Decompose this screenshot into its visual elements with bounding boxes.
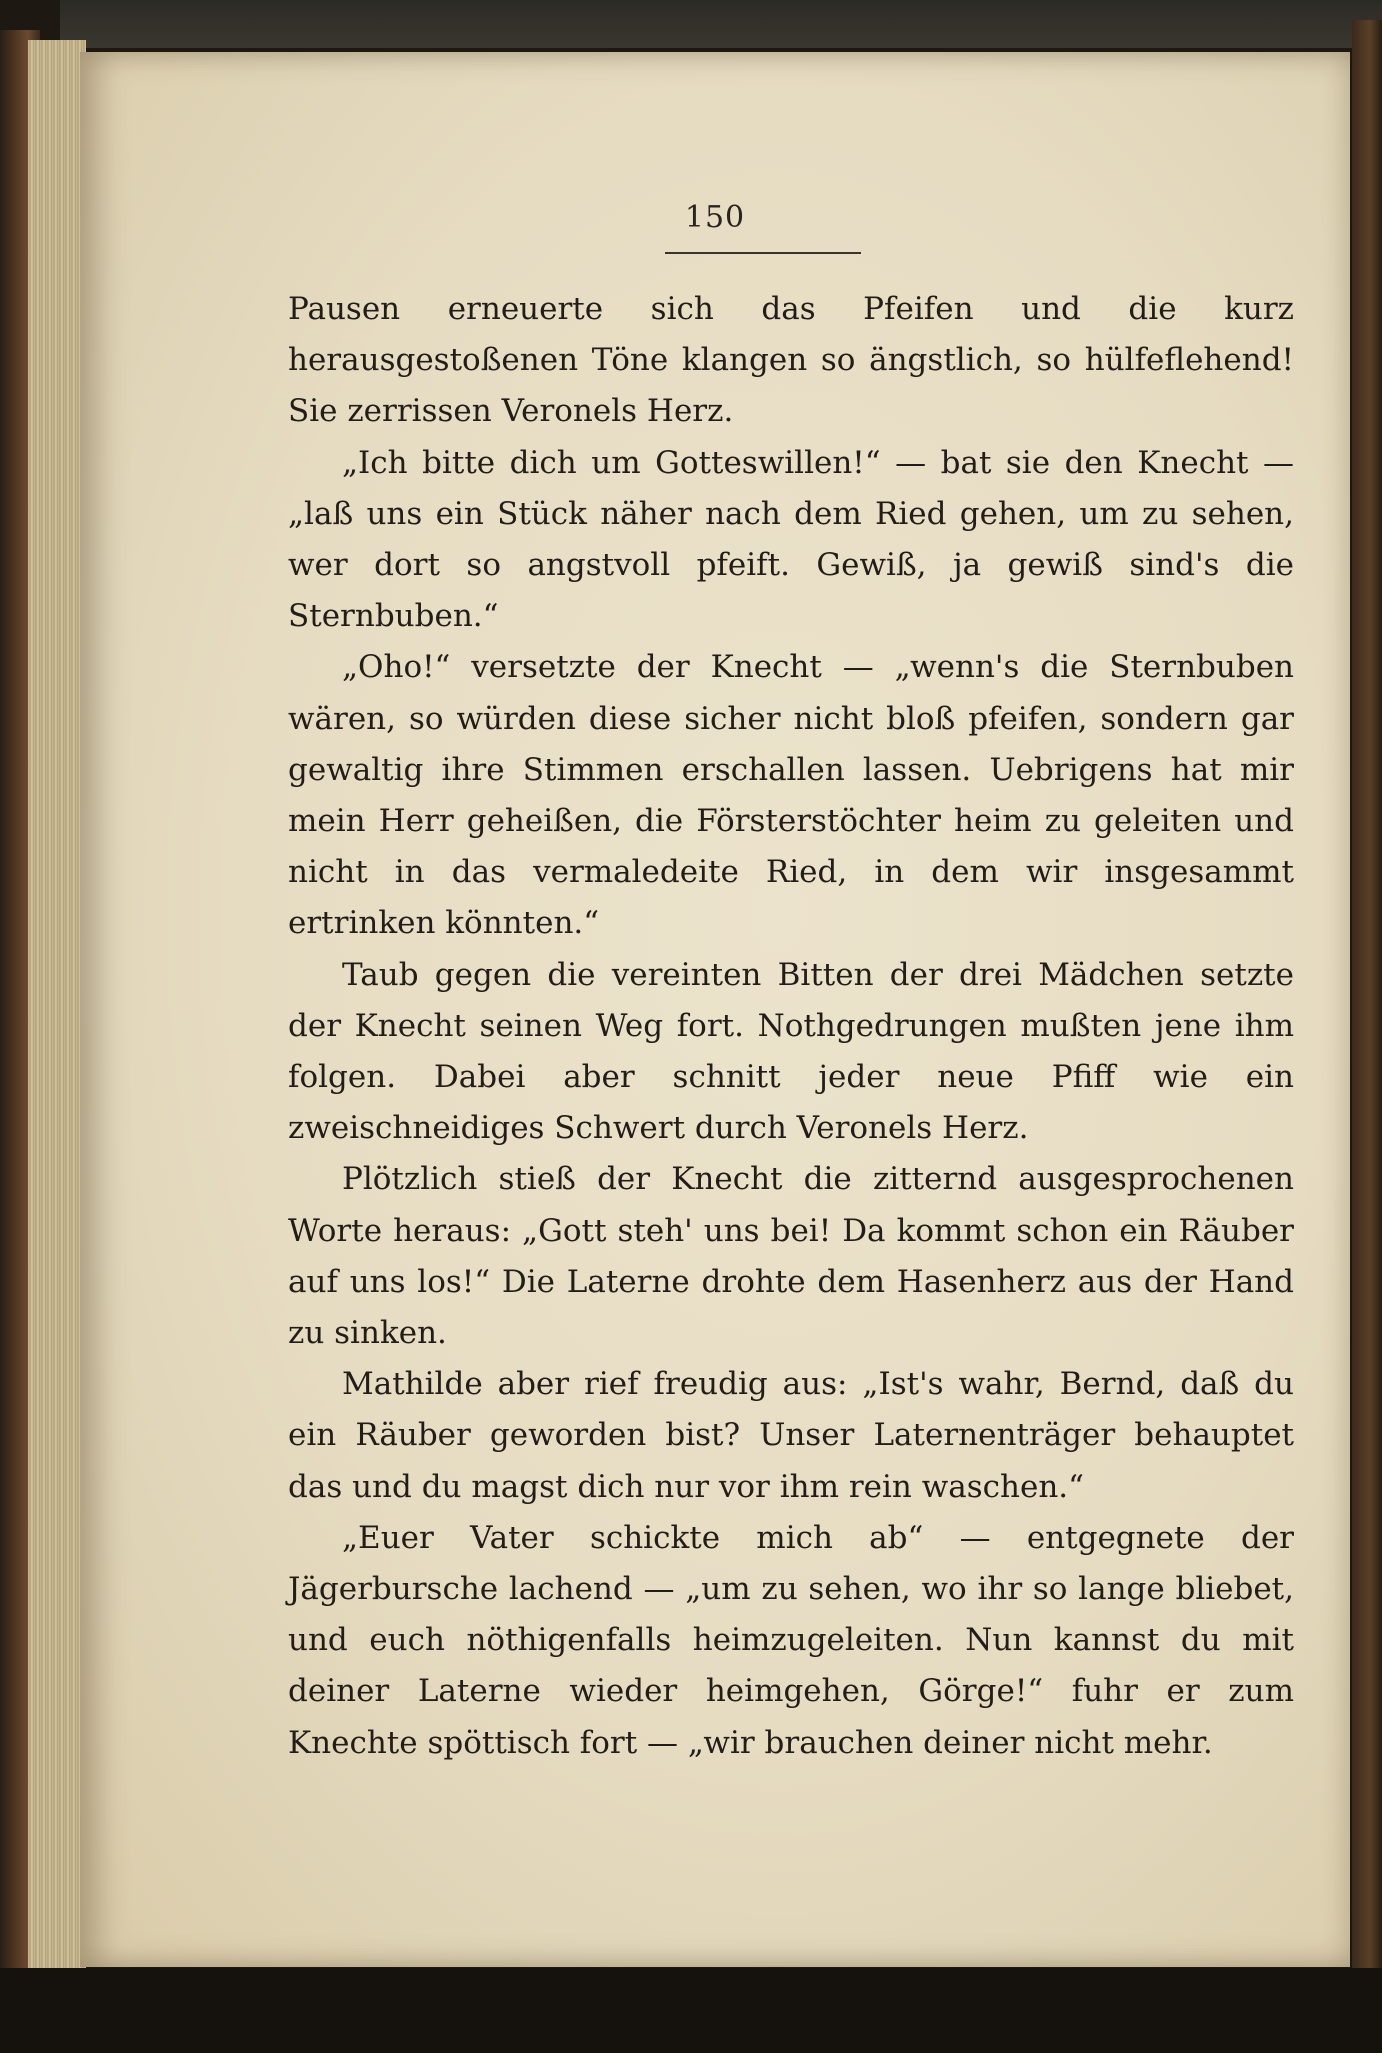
paragraph-5: Plötzlich stieß der Knecht die zitternd ausgesprochenen Worte heraus: „Gott steh' uns bei! Da kommt schon ein Räuber auf uns los!“ Die Laterne drohte dem Hasenherz aus der Hand zu sinken. <box>288 1161 1294 1352</box>
page-text-block <box>288 284 1294 1769</box>
book-page <box>80 52 1350 1967</box>
page-number-rule <box>665 252 861 254</box>
book-cover-top <box>60 0 1382 48</box>
scan-bottom-background <box>0 1968 1382 2053</box>
page-number: 150 <box>684 200 746 235</box>
paragraph-7: „Euer Vater schickte mich ab“ — entgegnete der Jägerbursche lachend — „um zu sehen, wo ihr so lange bliebet, und euch nöthigenfalls heimzugeleiten. Nun kannst du mit deiner Laterne wieder heimgehen, Görge!“ fuhr er zum Knechte spöttisch fort — „wir brauchen deiner nicht mehr. <box>288 1519 1294 1761</box>
book-cover-right <box>1352 20 1382 1980</box>
paragraph-3: „Oho!“ versetzte der Knecht — „wenn's die Sternbuben wären, so würden diese sicher nicht bloß pfeifen, sondern gar gewaltig ihre Stimmen erschallen lassen. Uebrigens hat mir mein Herr geheißen, die Försterstöchter heim zu geleiten und nicht in das vermaledeite Ried, in dem wir insgesammt ertrinken könnten.“ <box>288 649 1294 942</box>
paragraph-6: Mathilde aber rief freudig aus: „Ist's wahr, Bernd, daß du ein Räuber geworden bist? Unser Laternenträger behauptet das und du magst dich nur vor ihm rein waschen.“ <box>288 1366 1294 1505</box>
paragraph-2: „Ich bitte dich um Gotteswillen!“ — bat sie den Knecht — „laß uns ein Stück näher nach dem Ried gehen, um zu sehen, wer dort so angstvoll pfeift. Gewiß, ja gewiß sind's die Sternbuben.“ <box>288 444 1294 635</box>
paragraph-4: Taub gegen die vereinten Bitten der drei Mädchen setzte der Knecht seinen Weg fort. Nothgedrungen mußten jene ihm folgen. Dabei aber schnitt jeder neue Pfiff wie ein zweischneidiges Schwert durch Veronels Herz. <box>288 956 1294 1147</box>
page-edges <box>28 40 86 1975</box>
paragraph-1: Pausen erneuerte sich das Pfeifen und die kurz herausgestoßenen Töne klangen so ängstlich, so hülfeflehend! Sie zerrissen Veronels Herz. <box>288 291 1294 430</box>
